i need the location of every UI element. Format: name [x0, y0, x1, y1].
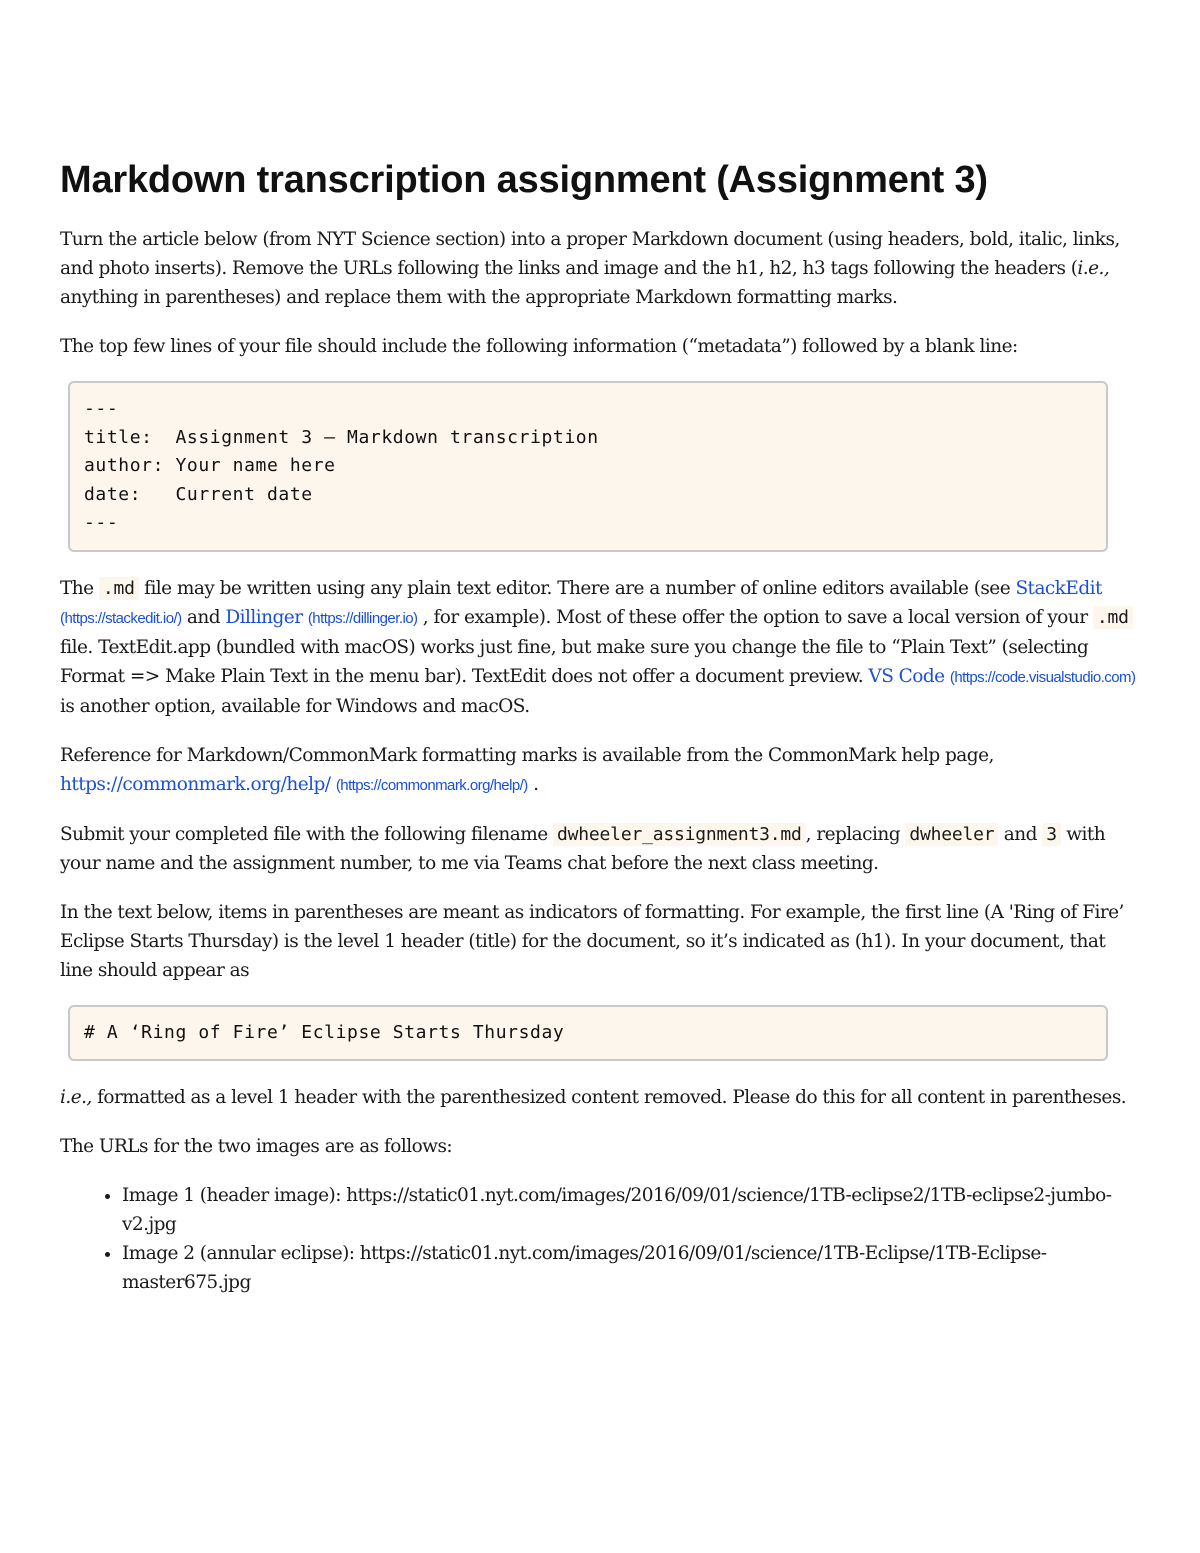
urls-intro-paragraph: The URLs for the two images are as follows:: [60, 1136, 453, 1157]
name-code: dwheeler: [905, 823, 998, 846]
submit-text-1: Submit your completed file with the following filename: [60, 823, 553, 845]
after-paragraph: [60, 1083, 1140, 1112]
document: [60, 150, 1140, 1297]
intro-text-a: Turn the article below (from NYT Science section) into a proper Markdown document (using headers, bold, italic, links, and photo inserts). Remove the URLs following the links and image and the h1, h2, h3 tags following the headers (: [60, 229, 1120, 279]
editors-text-4: , for example). Most of these offer the option to save a local version of your: [417, 606, 1093, 628]
metadata-code-block: --- title: Assignment 3 – Markdown transcription author: Your name here date: Current date ---: [68, 381, 1108, 552]
header-code-block: # A ‘Ring of Fire’ Eclipse Starts Thursday: [68, 1005, 1108, 1062]
md-extension-code-2: .md: [1093, 606, 1133, 629]
editors-text-2: file may be written using any plain text editor. There are a number of online editors available (see: [138, 577, 1016, 599]
stackedit-url: (https://stackedit.io/): [60, 609, 182, 627]
submit-text-2: , replacing: [805, 823, 906, 845]
md-extension-code: .md: [99, 577, 139, 600]
number-code: 3: [1042, 823, 1061, 846]
editors-text-5: file. TextEdit.app (bundled with macOS) works just fine, but make sure you change the file to “Plain Text” (selecting Format => Make Plain Text in the menu bar). TextEdit does not offer a document preview.: [60, 636, 1089, 687]
image-url-list: [60, 1181, 1140, 1297]
submit-text-3: and: [998, 823, 1043, 845]
vscode-link[interactable]: VS Code: [868, 665, 945, 687]
stackedit-link[interactable]: StackEdit: [1015, 577, 1102, 599]
after-ie: i.e.,: [60, 1087, 92, 1108]
page-title: Markdown transcription assignment (Assignment 3): [60, 159, 988, 201]
vscode-url: (https://code.visualstudio.com): [949, 668, 1136, 686]
submit-paragraph: [60, 820, 1140, 878]
dillinger-link[interactable]: Dillinger: [225, 606, 303, 628]
metadata-intro-paragraph: The top few lines of your file should include the following information (“metadata”) followed by a blank line:: [60, 336, 1018, 357]
commonmark-url: (https://commonmark.org/help/): [335, 776, 528, 794]
editors-text-3: and: [181, 606, 226, 628]
filename-code: dwheeler_assignment3.md: [553, 823, 806, 846]
submit-text-4: with your name and the assignment number, to me via Teams chat before the next class meeting.: [60, 823, 1106, 874]
list-item: • Image 2 (annular eclipse): https://static01.nyt.com/images/2016/09/01/science/1TB-Eclipse/1TB-Eclipse-master675.jpg: [122, 1239, 1140, 1297]
reference-text-2: .: [527, 773, 539, 795]
list-item: • Image 1 (header image): https://static01.nyt.com/images/2016/09/01/science/1TB-eclipse2/1TB-eclipse2-jumbo-v2.jpg: [122, 1181, 1140, 1239]
reference-paragraph: [60, 741, 1140, 800]
intro-paragraph: [60, 225, 1140, 312]
editors-text-1: The: [60, 577, 99, 599]
dillinger-url: (https://dillinger.io): [307, 609, 418, 627]
formatting-paragraph: In the text below, items in parentheses are meant as indicators of formatting. For example, the first line (A 'Ring of Fire’ Eclipse Starts Thursday) is the level 1 header (title) for the document, so it’s indicated as (h1). In your document, that line should appear as: [60, 901, 1124, 981]
reference-text-1: Reference for Markdown/CommonMark formatting marks is available from the CommonMark help page,: [60, 744, 994, 766]
editors-paragraph: [60, 574, 1140, 721]
after-text: formatted as a level 1 header with the parenthesized content removed. Please do this for all content in parentheses.: [91, 1087, 1127, 1108]
intro-text-b: anything in parentheses) and replace them with the appropriate Markdown formatting marks.: [60, 287, 898, 308]
intro-ie: i.e.,: [1077, 258, 1110, 279]
commonmark-link[interactable]: https://commonmark.org/help/: [60, 773, 331, 795]
editors-text-6: is another option, available for Windows and macOS.: [60, 695, 530, 717]
